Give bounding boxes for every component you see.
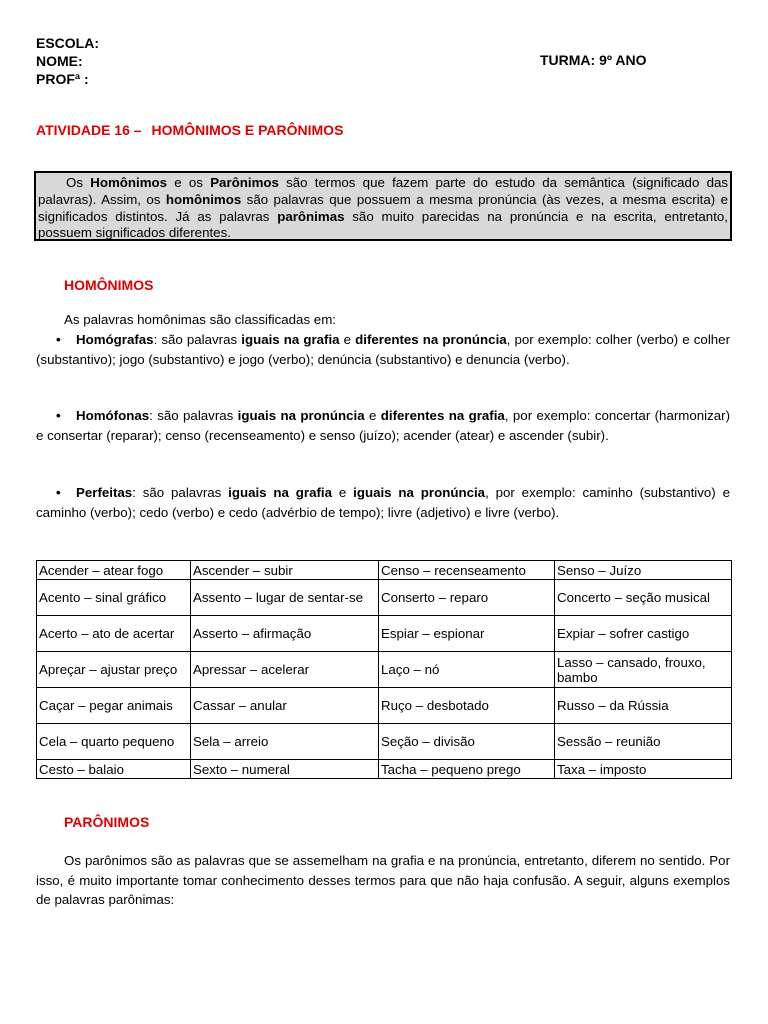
table-row	[37, 561, 732, 580]
table-cell: Lasso – cansado, frouxo, bambo	[555, 652, 732, 688]
table-cell: Cassar – anular	[191, 688, 379, 724]
homografas-term: Homógrafas	[76, 332, 154, 347]
table-cell: Cesto – balaio	[37, 760, 191, 779]
table-cell: Seção – divisão	[379, 724, 555, 760]
activity-title	[36, 122, 353, 138]
paronimos-heading: PARÔNIMOS	[64, 814, 150, 830]
table-cell: Conserto – reparo	[379, 580, 555, 616]
activity-number: ATIVIDADE 16 –	[36, 122, 142, 138]
table-cell: Asserto – afirmação	[191, 616, 379, 652]
table-cell: Caçar – pegar animais	[37, 688, 191, 724]
table-cell: Expiar – sofrer castigo	[555, 616, 732, 652]
table-cell: Apressar – acelerar	[191, 652, 379, 688]
table-row	[37, 724, 732, 760]
table-cell: Espiar – espionar	[379, 616, 555, 652]
perfeitas-item: • Perfeitas: são palavras iguais na grafia e iguais na pronúncia, por exemplo: caminho (substantivo) e caminho (verbo); cedo (verbo) e cedo (advérbio de tempo); livre (adjetivo) e livre (verbo).	[36, 483, 730, 522]
table-row	[37, 580, 732, 616]
table-row	[37, 616, 732, 652]
teacher-label: PROFª :	[36, 71, 89, 87]
homonimos-intro: As palavras homônimas são classificadas em:	[64, 312, 336, 327]
table-cell: Concerto – seção musical	[555, 580, 732, 616]
table-cell: Sela – arreio	[191, 724, 379, 760]
table-cell: Cela – quarto pequeno	[37, 724, 191, 760]
homonyms-table	[36, 560, 732, 779]
table-cell: Russo – da Rússia	[555, 688, 732, 724]
table-cell: Acento – sinal gráfico	[37, 580, 191, 616]
table-cell: Laço – nó	[379, 652, 555, 688]
table-cell: Acender – atear fogo	[37, 561, 191, 580]
table-cell: Ascender – subir	[191, 561, 379, 580]
intro-paragraph: Os Homônimos e os Parônimos são termos que fazem parte do estudo da semântica (significado das palavras). Assim, os homônimos são palavras que possuem a mesma pronúncia (às vezes, a mesma escrita) e significados distintos. Já as palavras parônimas são muito parecidas na pronúncia e na escrita, entretanto, possuem significados diferentes.	[38, 175, 729, 241]
table-cell: Ruço – desbotado	[379, 688, 555, 724]
table-cell: Censo – recenseamento	[379, 561, 555, 580]
table-row	[37, 760, 732, 779]
intro-box	[34, 171, 732, 241]
paronimos-paragraph: Os parônimos são as palavras que se assemelham na grafia e na pronúncia, entretanto, diferem no sentido. Por isso, é muito importante tomar conhecimento desses termos para que não haja confusão. A seguir, alguns exemplos de palavras parônimas:	[36, 853, 730, 908]
table-cell: Taxa – imposto	[555, 760, 732, 779]
school-label: ESCOLA:	[36, 35, 99, 51]
table-cell: Assento – lugar de sentar-se	[191, 580, 379, 616]
homofonas-item: • Homófonas: são palavras iguais na pronúncia e diferentes na grafia, por exemplo: concertar (harmonizar) e consertar (reparar); censo (recenseamento) e senso (juízo); acender (atear) e ascender (subir).	[36, 406, 730, 445]
table-row	[37, 652, 732, 688]
table-cell: Senso – Juízo	[555, 561, 732, 580]
table-cell: Acerto – ato de acertar	[37, 616, 191, 652]
homonimos-heading: HOMÔNIMOS	[64, 277, 154, 293]
table-cell: Tacha – pequeno prego	[379, 760, 555, 779]
table-cell: Apreçar – ajustar preço	[37, 652, 191, 688]
perfeitas-term: Perfeitas	[76, 485, 133, 500]
activity-topic: HOMÔNIMOS E PARÔNIMOS	[151, 122, 344, 138]
class-label: TURMA: 9º ANO	[540, 52, 647, 68]
homofonas-term: Homófonas	[76, 408, 150, 423]
table-cell: Sessão – reunião	[555, 724, 732, 760]
name-label: NOME:	[36, 53, 83, 69]
table-row	[37, 688, 732, 724]
table-cell: Sexto – numeral	[191, 760, 379, 779]
homografas-item: • Homógrafas: são palavras iguais na grafia e diferentes na pronúncia, por exemplo: colher (verbo) e colher (substantivo); jogo (substantivo) e jogo (verbo); denúncia (substantivo) e denuncia (verbo).	[36, 330, 730, 369]
